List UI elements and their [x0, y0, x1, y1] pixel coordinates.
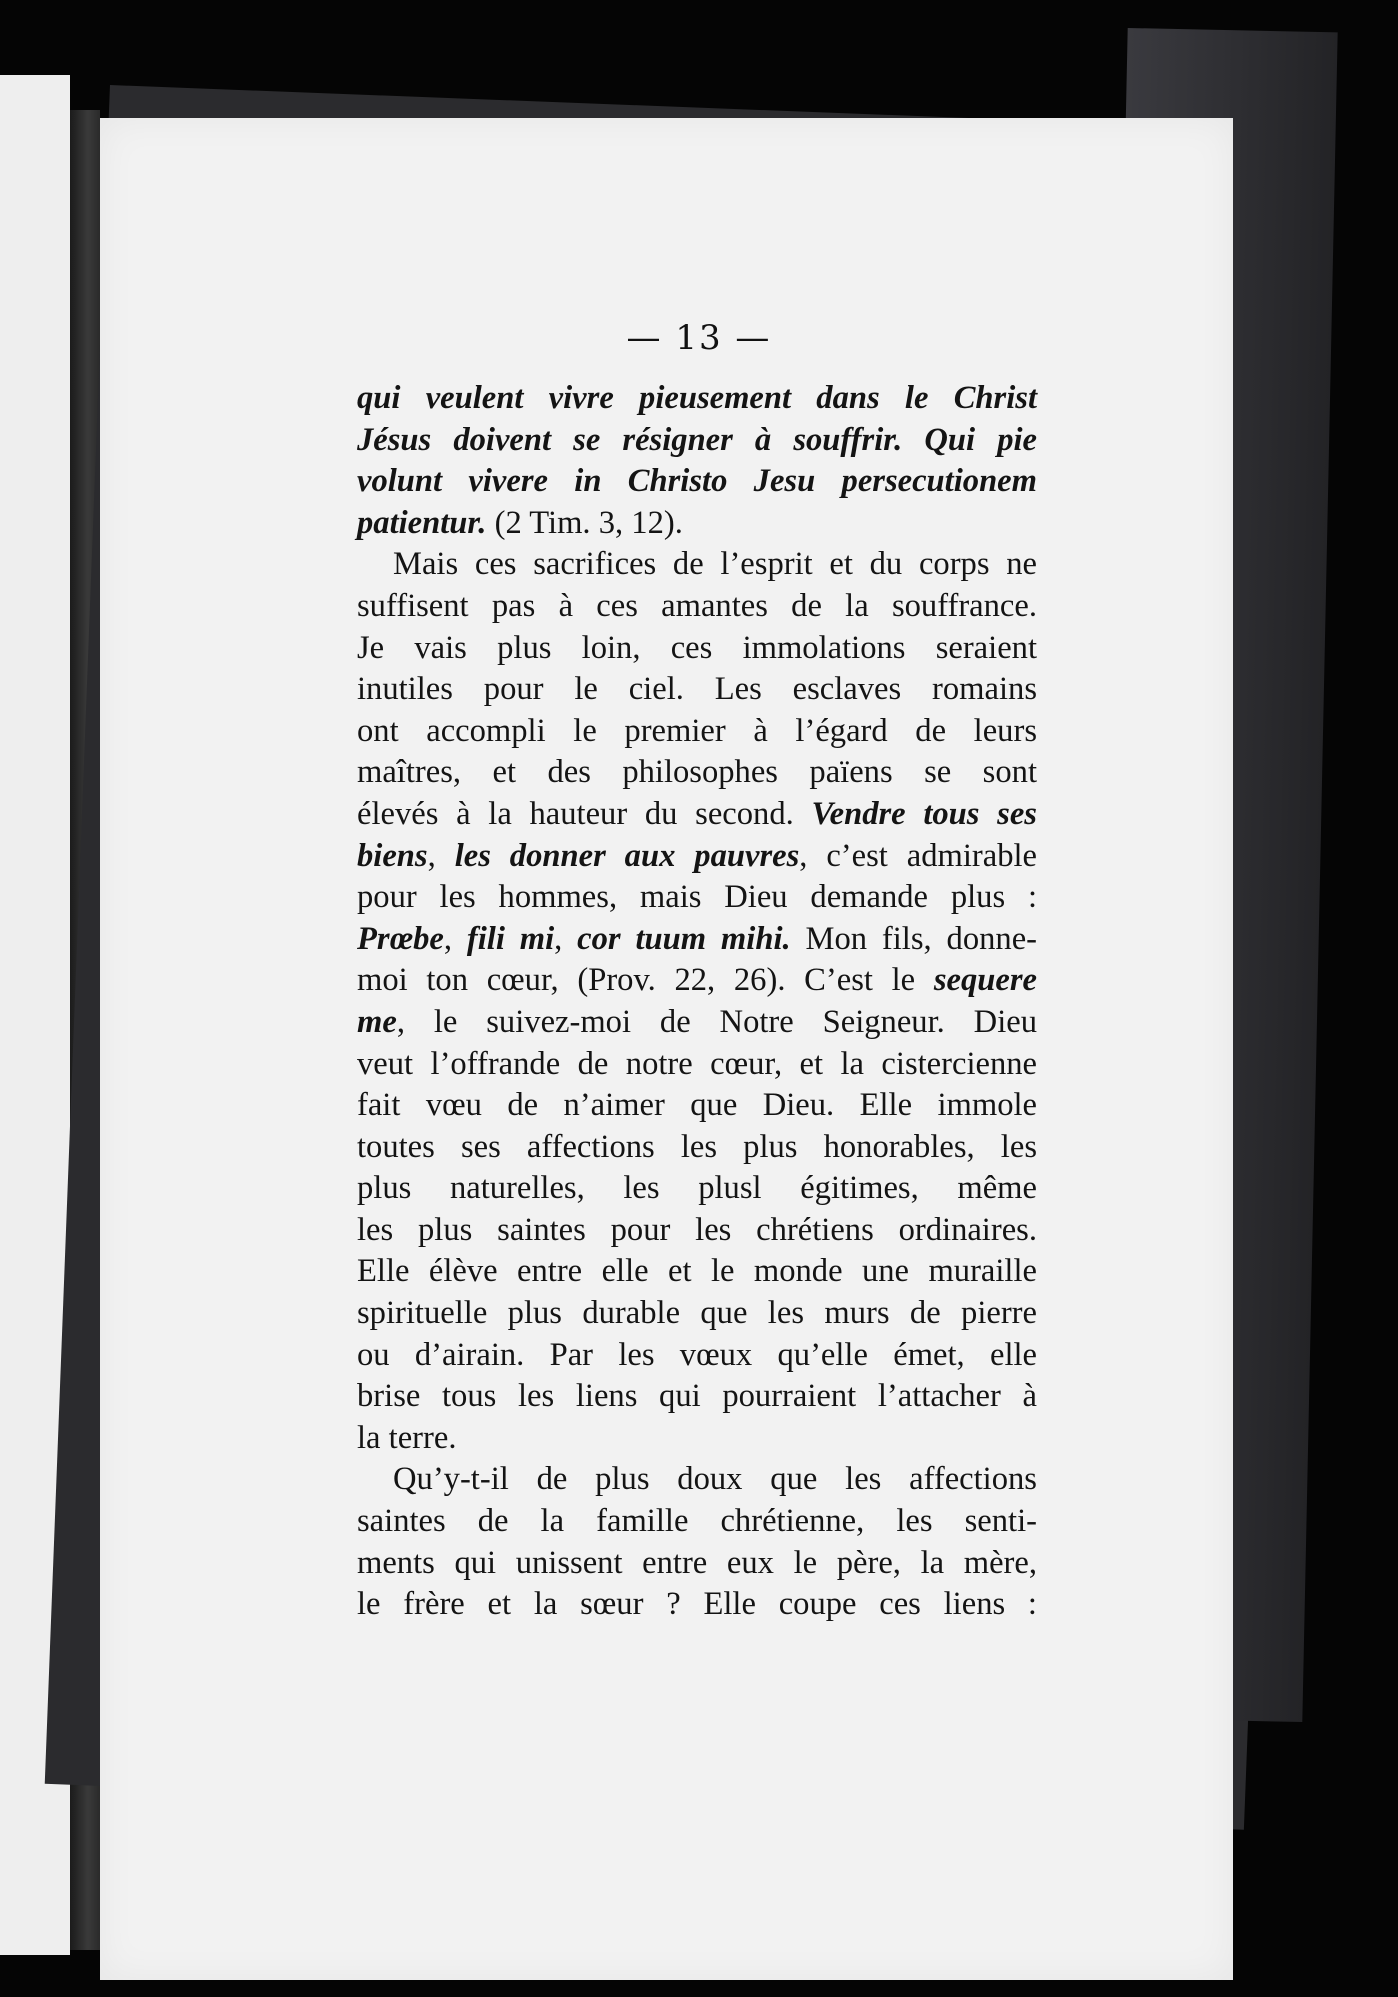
text-line [357, 711, 1037, 753]
text-segment: Mon fils, donne- [790, 920, 1038, 957]
text-segment: , [427, 837, 455, 874]
text-segment: les plus saintes pour les chrétiens ordinaires. [357, 1211, 1037, 1248]
text-segment: la terre. [357, 1419, 457, 1456]
text-line [357, 794, 1037, 836]
text-line [357, 1210, 1037, 1252]
italic-text-segment: les donner aux pauvres [454, 837, 800, 874]
text-segment: , [443, 920, 467, 957]
text-line [357, 420, 1037, 462]
text-segment: , le suivez-moi de Notre Seigneur. Dieu [396, 1003, 1037, 1040]
text-segment: , c’est admirable [799, 837, 1037, 874]
text-line [357, 752, 1037, 794]
text-segment: ments qui unissent entre eux le père, la mère, [357, 1544, 1037, 1581]
text-segment: Je vais plus loin, ces immolations seraient [357, 629, 1037, 666]
text-segment: plus naturelles, les plusl égitimes, même [357, 1170, 1037, 1207]
text-line [357, 960, 1037, 1002]
text-line [357, 461, 1037, 503]
text-line [357, 1085, 1037, 1127]
italic-text-segment: volunt vivere in Christo Jesu persecutionem [357, 463, 1037, 500]
text-segment: ont accompli le premier à l’égard de leurs [357, 712, 1037, 749]
text-segment: maîtres, et des philosophes païens se sont [357, 754, 1037, 791]
text-segment: toutes ses affections les plus honorables, les [357, 1128, 1037, 1165]
text-line [357, 1543, 1037, 1585]
text-line [357, 503, 1037, 545]
text-segment: inutiles pour le ciel. Les esclaves romains [357, 671, 1037, 708]
text-line [357, 1251, 1037, 1293]
text-segment: brise tous les liens qui pourraient l’attacher à [357, 1378, 1037, 1415]
italic-text-segment: fili mi [466, 920, 555, 957]
text-line [357, 1335, 1037, 1377]
page-number: — 13 — [626, 318, 772, 358]
text-segment: suffisent pas à ces amantes de la souffrance. [357, 587, 1037, 624]
italic-text-segment: Jésus doivent se résigner à souffrir. Qui pie [357, 421, 1037, 458]
text-line [357, 1501, 1037, 1543]
text-segment: , [554, 920, 578, 957]
italic-text-segment: cor tuum mihi. [577, 920, 791, 957]
italic-text-segment: Prœbe [357, 920, 444, 957]
text-line [357, 1044, 1037, 1086]
italic-text-segment: biens [357, 837, 428, 874]
text-segment: veut l’offrande de notre cœur, et la cistercienne [357, 1045, 1037, 1082]
italic-text-segment: patientur. [357, 504, 487, 541]
text-segment: Mais ces sacrifices de l’esprit et du corps ne [393, 546, 1037, 583]
text-segment: Elle élève entre elle et le monde une muraille [357, 1253, 1037, 1290]
text-segment: (2 Tim. 3, 12). [486, 504, 683, 541]
text-segment: ou d’airain. Par les vœux qu’elle émet, elle [357, 1336, 1037, 1373]
text-line [357, 1418, 1037, 1460]
text-line [357, 378, 1037, 420]
text-line [357, 1293, 1037, 1335]
text-segment: élevés à la hauteur du second. [357, 795, 812, 832]
text-line [357, 1459, 1037, 1501]
italic-text-segment: Vendre tous ses [811, 795, 1037, 832]
text-segment: pour les hommes, mais Dieu demande plus : [357, 879, 1037, 916]
text-line [357, 586, 1037, 628]
text-segment: saintes de la famille chrétienne, les senti- [357, 1503, 1037, 1540]
text-line [357, 1584, 1037, 1626]
text-line [357, 919, 1037, 961]
text-line [357, 669, 1037, 711]
italic-text-segment: qui veulent vivre pieusement dans le Christ [357, 380, 1037, 416]
text-line [357, 1168, 1037, 1210]
text-line [357, 1127, 1037, 1169]
text-segment: fait vœu de n’aimer que Dieu. Elle immole [357, 1087, 1037, 1124]
text-segment: Qu’y-t-il de plus doux que les affections [393, 1461, 1037, 1498]
text-line [357, 877, 1037, 919]
body-text [357, 378, 1037, 1626]
text-segment: spirituelle plus durable que les murs de pierre [357, 1295, 1037, 1332]
text-line [357, 836, 1037, 878]
italic-text-segment: me [357, 1003, 397, 1040]
text-line [357, 1002, 1037, 1044]
text-segment: moi ton cœur, (Prov. 22, 26). C’est le [357, 962, 934, 999]
text-line [357, 628, 1037, 670]
italic-text-segment: sequere [933, 962, 1037, 999]
text-line [357, 544, 1037, 586]
text-segment: le frère et la sœur ? Elle coupe ces liens : [357, 1586, 1037, 1623]
text-line [357, 1376, 1037, 1418]
